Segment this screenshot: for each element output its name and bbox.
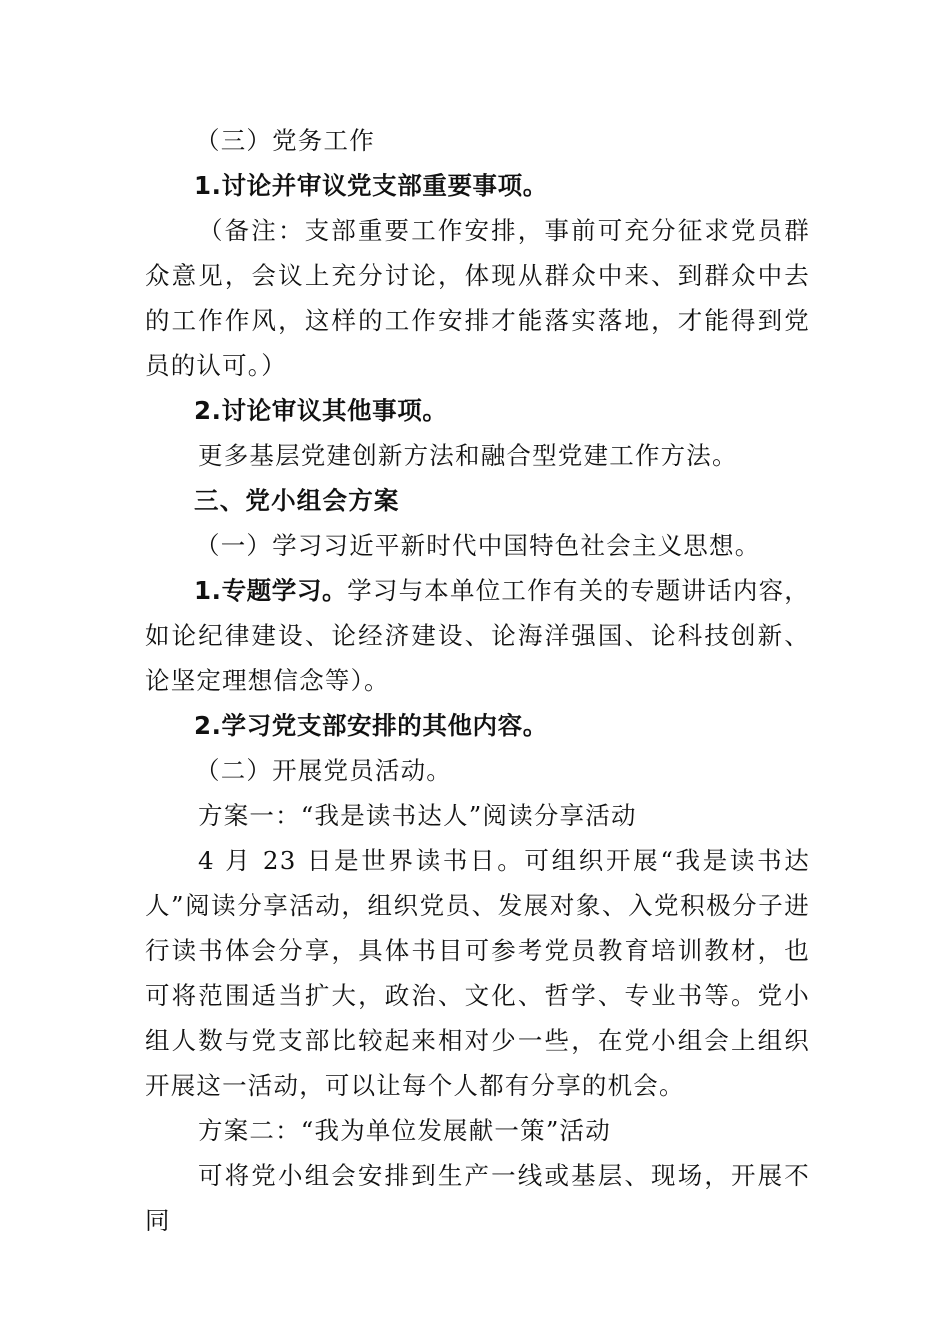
subheading-1: （一）学习习近平新时代中国特色社会主义思想。 bbox=[195, 531, 761, 560]
item2-body: 更多基层党建创新方法和融合型党建工作方法。 bbox=[198, 441, 738, 470]
section-party-affairs: （三）党务工作 bbox=[195, 126, 375, 155]
study1-title: 1.专题学习。 bbox=[194, 576, 348, 605]
plan1-title: 方案一：“我是读书达人”阅读分享活动 bbox=[198, 801, 637, 830]
item2-title: 2.讨论审议其他事项。 bbox=[194, 396, 448, 425]
plan1-body: 4 月 23 日是世界读书日。可组织开展“我是读书达人”阅读分享活动，组织党员、发展对象、入党积极分子进行读书体会分享，具体书目可参考党员教育培训教材，也可将范围适当扩大，政治、文化、哲学、专业书等。党小组人数与党支部比较起来相对少一些，在党小组会上组织开展这一活动，可以让每个人都有分享的机会。 bbox=[145, 846, 810, 1100]
document-page bbox=[145, 118, 810, 1243]
item1-note: （备注：支部重要工作安排，事前可充分征求党员群众意见，会议上充分讨论，体现从群众中来、到群众中去的工作作风，这样的工作安排才能落实落地，才能得到党员的认可。） bbox=[145, 216, 810, 380]
study1-body: 学习与本单位工作有关的专题讲话内容，如论纪律建设、论经济建设、论海洋强国、论科技创新、论坚定理想信念等）。 bbox=[145, 576, 810, 695]
plan2-body: 可将党小组会安排到生产一线或基层、现场，开展不同 bbox=[145, 1161, 810, 1235]
study1-paragraph bbox=[145, 568, 810, 703]
study2-title: 2.学习党支部安排的其他内容。 bbox=[194, 711, 548, 740]
item1-title: 1.讨论并审议党支部重要事项。 bbox=[194, 171, 548, 200]
plan2-title: 方案二：“我为单位发展献一策”活动 bbox=[198, 1116, 611, 1145]
subheading-2: （二）开展党员活动。 bbox=[195, 756, 452, 785]
heading-3: 三、党小组会方案 bbox=[194, 486, 400, 515]
